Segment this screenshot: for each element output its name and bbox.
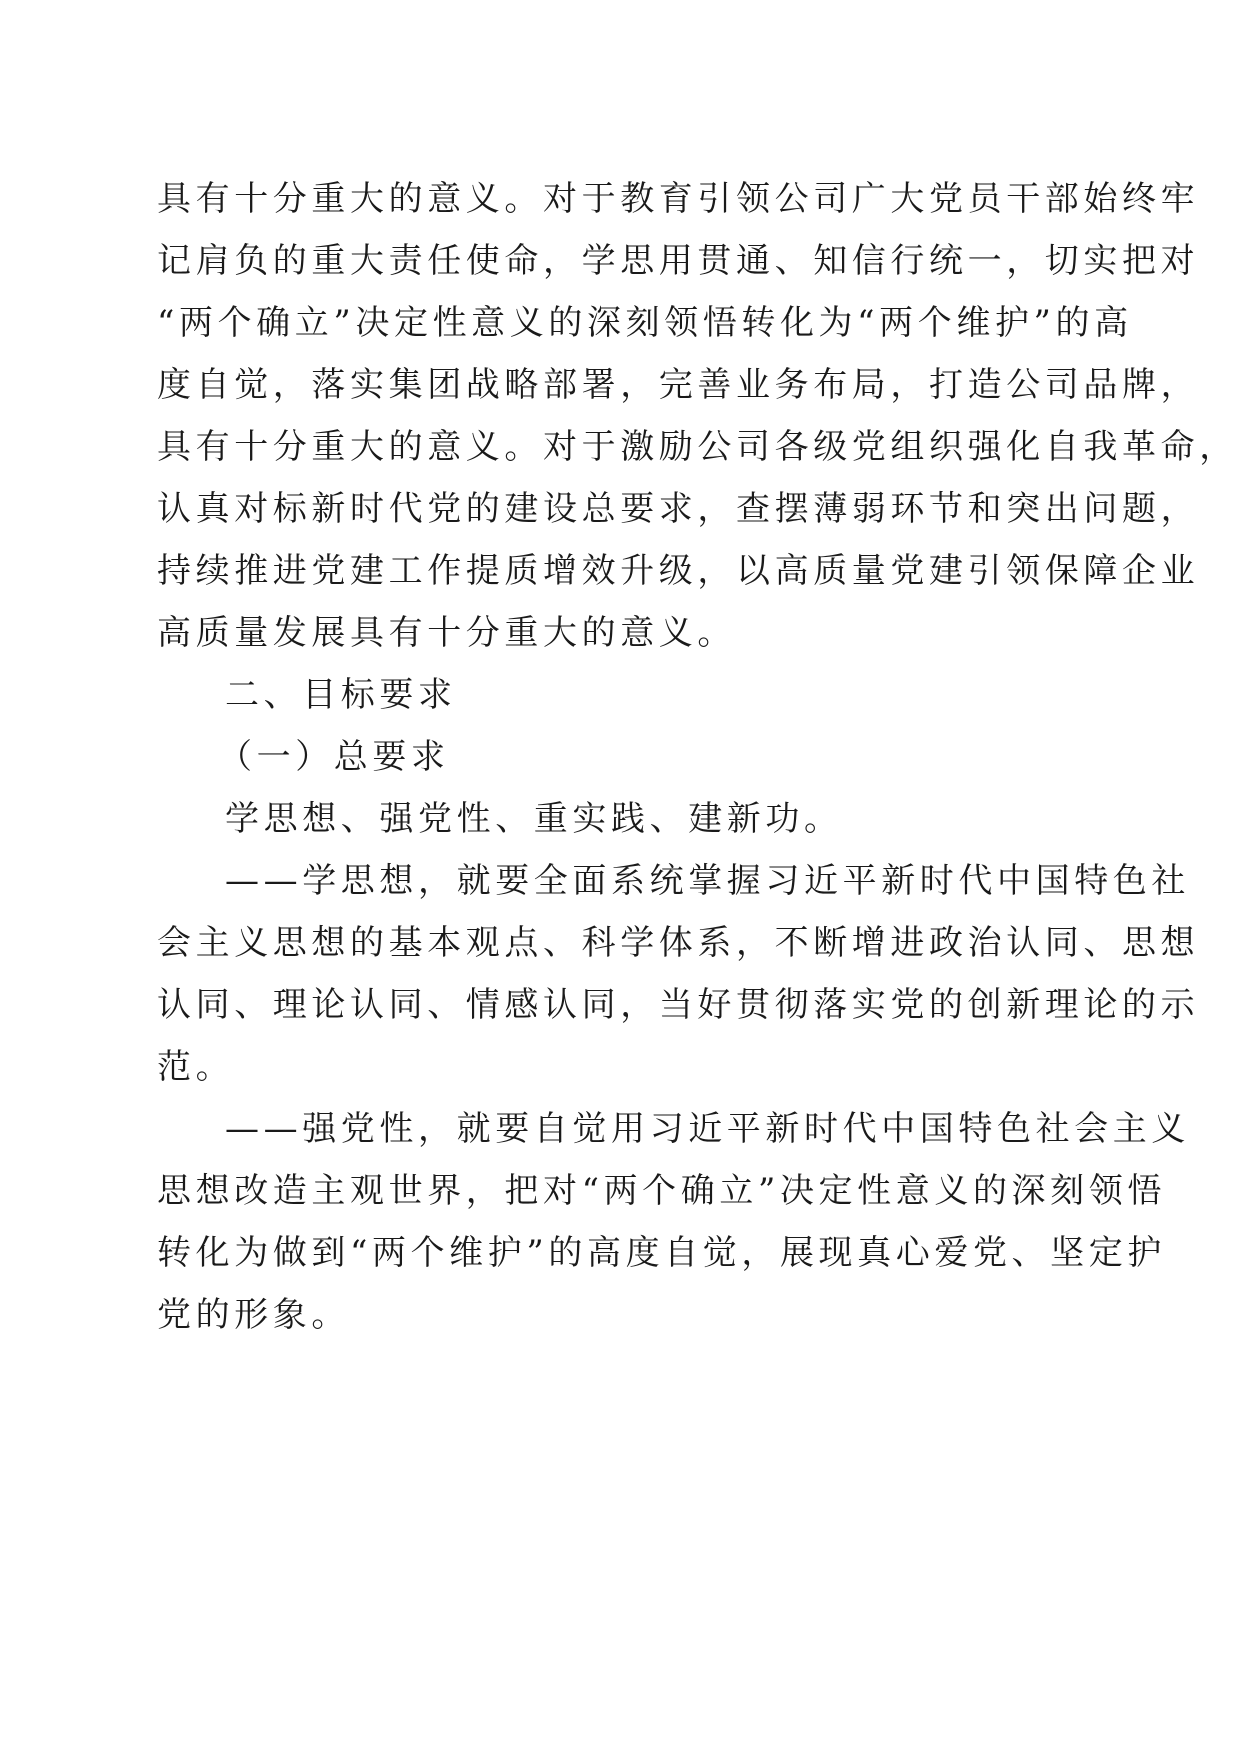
subsection-heading: （一）总要求 (218, 737, 450, 777)
body-text-line: 会主义思想的基本观点、科学体系，不断增进政治认同、思想 (157, 923, 1200, 963)
body-text-line: 具有十分重大的意义。对于激励公司各级党组织强化自我革命， (157, 427, 1238, 467)
body-text-line: 思想改造主观世界，把对“两个确立”决定性意义的深刻领悟 (157, 1171, 1166, 1211)
body-text-line: 持续推进党建工作提质增效升级，以高质量党建引领保障企业 (157, 551, 1200, 591)
body-text-line: “两个确立”决定性意义的深刻领悟转化为“两个维护”的高 (157, 303, 1133, 343)
body-text-line: 记肩负的重大责任使命，学思用贯通、知信行统一，切实把对 (157, 241, 1200, 281)
body-text-line: 度自觉，落实集团战略部署，完善业务布局，打造公司品牌， (157, 365, 1200, 405)
body-text-line: 学思想、强党性、重实践、建新功。 (225, 799, 843, 839)
body-text-line: 党的形象。 (157, 1295, 350, 1335)
body-text-line: 认同、理论认同、情感认同，当好贯彻落实党的创新理论的示 (157, 985, 1200, 1025)
body-text-line: ——学思想，就要全面系统掌握习近平新时代中国特色社 (225, 861, 1190, 901)
body-text-line: 转化为做到“两个维护”的高度自觉，展现真心爱党、坚定护 (157, 1233, 1166, 1273)
section-heading: 二、目标要求 (225, 675, 457, 715)
body-text-line: 具有十分重大的意义。对于教育引领公司广大党员干部始终牢 (157, 179, 1200, 219)
body-text-line: 高质量发展具有十分重大的意义。 (157, 613, 736, 653)
body-text-line: ——强党性，就要自觉用习近平新时代中国特色社会主义 (225, 1109, 1190, 1149)
body-text-line: 认真对标新时代党的建设总要求，查摆薄弱环节和突出问题， (157, 489, 1200, 529)
body-text-line: 范。 (157, 1047, 235, 1087)
